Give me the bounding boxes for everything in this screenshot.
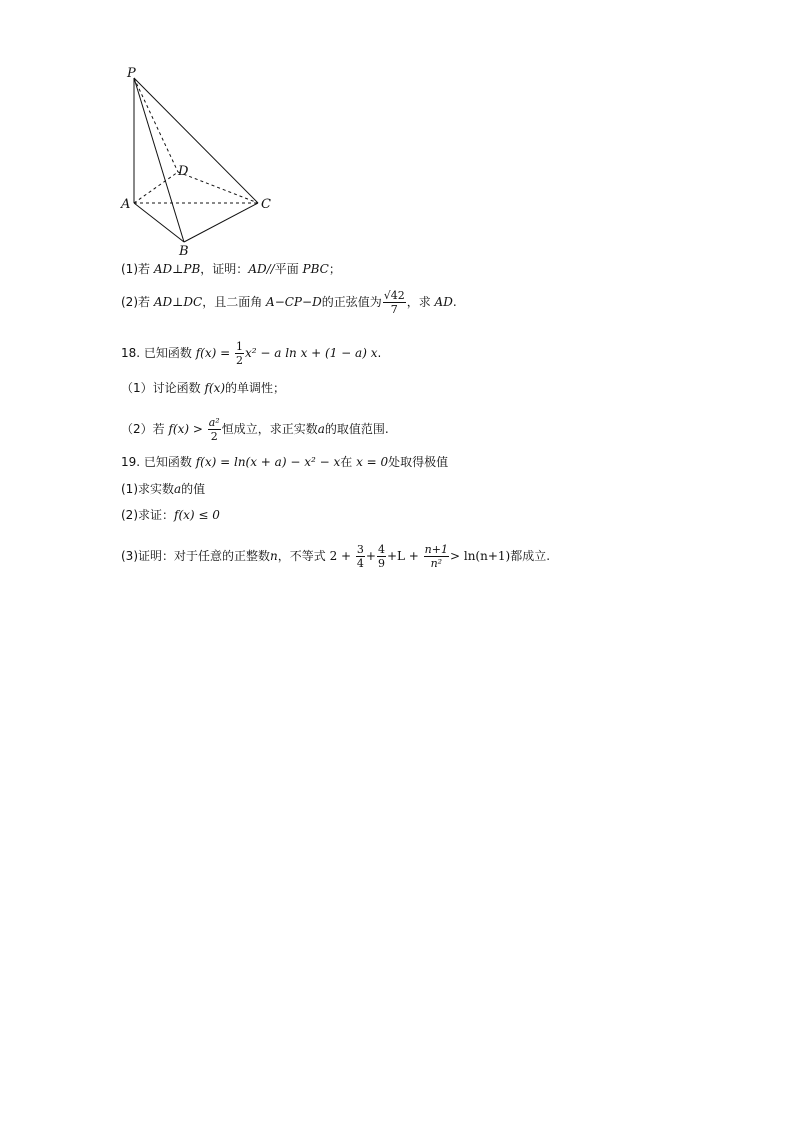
fraction-numerator: 4 xyxy=(377,543,385,556)
fraction xyxy=(235,340,244,367)
math: AD⊥DC xyxy=(153,295,203,309)
fraction xyxy=(356,543,365,570)
text: (2)若 xyxy=(121,295,154,309)
q19-part3 xyxy=(121,543,550,570)
text: . xyxy=(377,346,382,360)
text: 的正弦值为 xyxy=(321,295,382,309)
text: 的单调性； xyxy=(225,381,286,395)
edge-PD xyxy=(134,78,178,172)
label-C: C xyxy=(261,197,271,212)
fraction xyxy=(208,416,221,443)
text: 18. 已知函数 xyxy=(121,346,196,360)
fraction-numerator: n+1 xyxy=(424,543,448,556)
text: ，不等式 xyxy=(277,549,330,563)
text: . xyxy=(452,295,457,309)
math: n xyxy=(270,549,278,563)
fraction-denominator: 2 xyxy=(210,430,218,443)
text: 在 xyxy=(340,455,357,469)
math: A−CP−D xyxy=(266,295,322,309)
q17-part2 xyxy=(121,289,457,316)
text: (3)证明：对于任意的正整数 xyxy=(121,549,270,563)
q19-part2 xyxy=(121,507,220,523)
text: ，且二面角 xyxy=(202,295,267,309)
math: > ln(n+1) xyxy=(449,549,511,563)
text: ，求 xyxy=(406,295,435,309)
math: x = 0 xyxy=(356,455,389,469)
math: + xyxy=(365,549,376,563)
math: a xyxy=(317,422,325,436)
text: 处取得极值 xyxy=(388,455,449,469)
fraction-numerator: √42 xyxy=(383,289,405,302)
label-D: D xyxy=(178,164,189,179)
edge-AB xyxy=(134,203,184,242)
math: f(x) > xyxy=(168,422,207,436)
math: f(x) = xyxy=(195,346,234,360)
text: 的值 xyxy=(181,482,206,496)
label-B: B xyxy=(179,244,189,259)
q18-part1 xyxy=(121,380,285,396)
pyramid-figure xyxy=(112,60,282,260)
text: 平面 xyxy=(274,262,303,276)
q18-part2 xyxy=(121,416,389,443)
math: x² − a ln x + (1 − a) x xyxy=(244,346,378,360)
q19-part1 xyxy=(121,481,205,497)
label-P: P xyxy=(127,66,136,81)
math: f(x) ≤ 0 xyxy=(174,508,220,522)
text: (1)求实数 xyxy=(121,482,174,496)
edge-BC xyxy=(184,203,258,242)
text: 19. 已知函数 xyxy=(121,455,196,469)
text: 恒成立，求正实数 xyxy=(221,422,318,436)
q18-stem xyxy=(121,340,381,367)
q17-part1 xyxy=(121,261,341,277)
edge-DC xyxy=(178,172,258,203)
fraction-denominator: 7 xyxy=(390,303,398,316)
math: PBC xyxy=(302,262,329,276)
fraction xyxy=(383,289,406,316)
math: f(x) = ln(x + a) − x² − x xyxy=(195,455,341,469)
fraction-denominator: 4 xyxy=(356,557,364,570)
fraction-numerator: a² xyxy=(208,416,220,429)
fraction-numerator: 1 xyxy=(235,340,243,353)
fraction-denominator: 2 xyxy=(235,354,243,367)
math: 2 + xyxy=(329,549,355,563)
text: (2)求证： xyxy=(121,508,174,522)
math: AD// xyxy=(248,262,275,276)
fraction-denominator: 9 xyxy=(377,557,385,570)
fraction-numerator: 3 xyxy=(356,543,364,556)
q19-stem xyxy=(121,454,448,470)
text: ； xyxy=(328,262,341,276)
text: 都成立. xyxy=(510,549,551,563)
text: ，证明： xyxy=(200,262,249,276)
math: AD⊥PB xyxy=(153,262,201,276)
edge-AD xyxy=(134,172,178,203)
math: a xyxy=(174,482,182,496)
fraction-denominator: n² xyxy=(430,557,443,570)
math: AD xyxy=(434,295,453,309)
text: (1)若 xyxy=(121,262,154,276)
math: f(x) xyxy=(204,381,226,395)
text: （1）讨论函数 xyxy=(121,381,205,395)
label-A: A xyxy=(121,197,131,212)
text: （2）若 xyxy=(121,422,169,436)
math: +L + xyxy=(386,549,423,563)
fraction xyxy=(377,543,386,570)
text: 的取值范围. xyxy=(324,422,389,436)
fraction xyxy=(424,543,449,570)
